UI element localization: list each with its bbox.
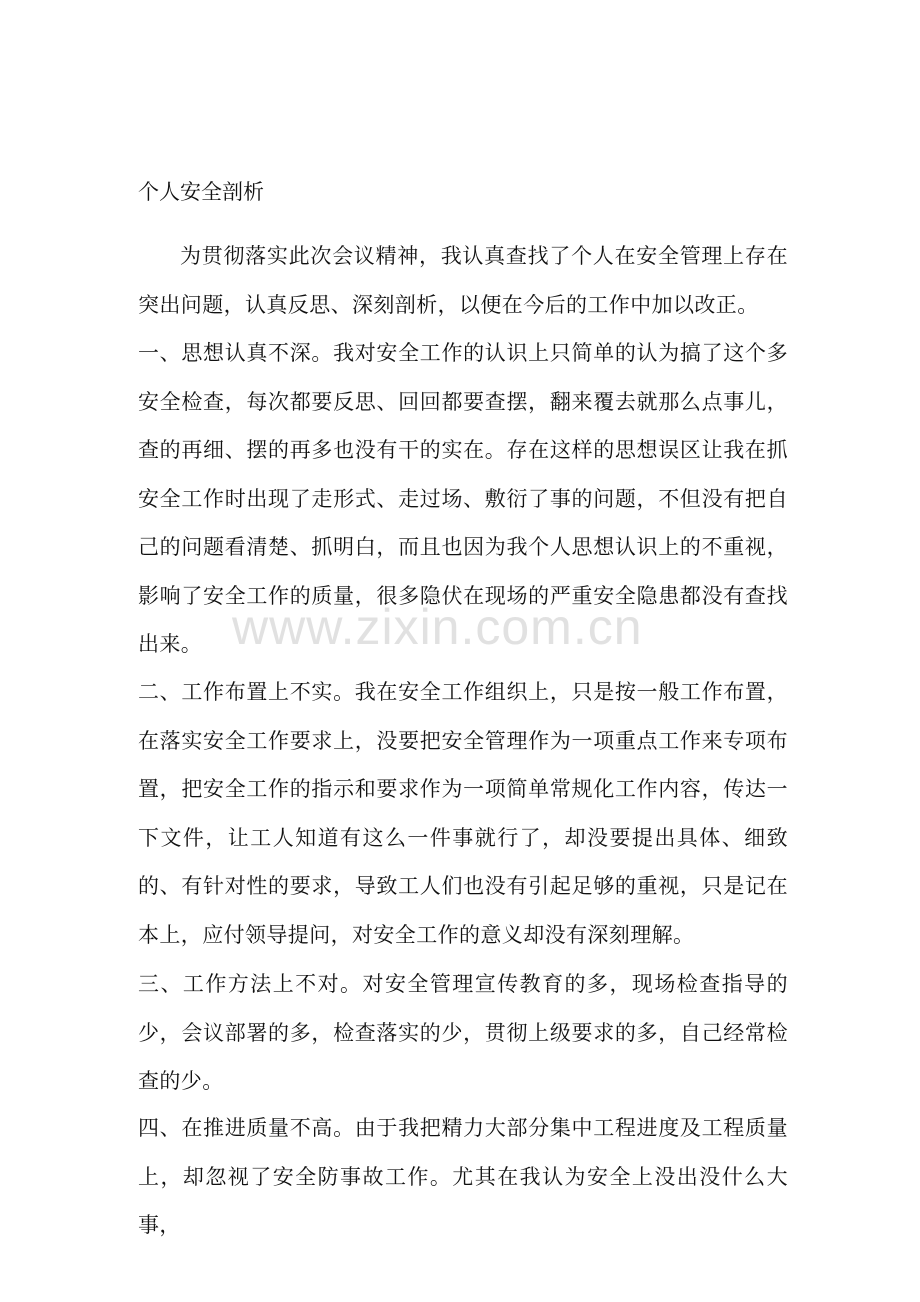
watermark-text: www.zixin.com.cn	[232, 599, 643, 655]
paragraph-section-4: 四、在推进质量不高。由于我把精力大部分集中工程进度及工程质量上，却忽视了安全防事故工作。尤其在我认为安全上没出没什么大事，	[138, 1116, 788, 1237]
paragraph-section-2: 二、工作布置上不实。我在安全工作组织上，只是按一般工作布置，在落实安全工作要求上，没要把安全管理作为一项重点工作来专项布置，把安全工作的指示和要求作为一项简单常规化工作内容，传达一下文件，让工人知道有这么一件事就行了，却没要提出具体、细致的、有针对性的要求，导致工人们也没有引起足够的重视，只是记在本上，应付领导提问，对安全工作的意义却没有深刻理解。	[138, 680, 788, 947]
paragraph-intro: 为贯彻落实此次会议精神，我认真查找了个人在安全管理上存在突出问题，认真反思、深刻剖析，以便在今后的工作中加以改正。	[138, 244, 788, 317]
paragraph-section-1: 一、思想认真不深。我对安全工作的认识上只简单的认为搞了这个多安全检查，每次都要反思、回回都要查摆，翻来覆去就那么点事儿，查的再细、摆的再多也没有干的实在。存在这样的思想误区让我在抓安全工作时出现了走形式、走过场、敷衍了事的问题，不但没有把自己的问题看清楚、抓明白，而且也因为我个人思想认识上的不重视，影响了安全工作的质量，很多隐伏在现场的严重安全隐患都没有查找出来。	[138, 341, 788, 656]
paragraph-section-3: 三、工作方法上不对。对安全管理宣传教育的多，现场检查指导的少，会议部署的多，检查落实的少，贯彻上级要求的多，自己经常检查的少。	[138, 972, 788, 1093]
document-title: 个人安全剖析	[138, 180, 264, 204]
